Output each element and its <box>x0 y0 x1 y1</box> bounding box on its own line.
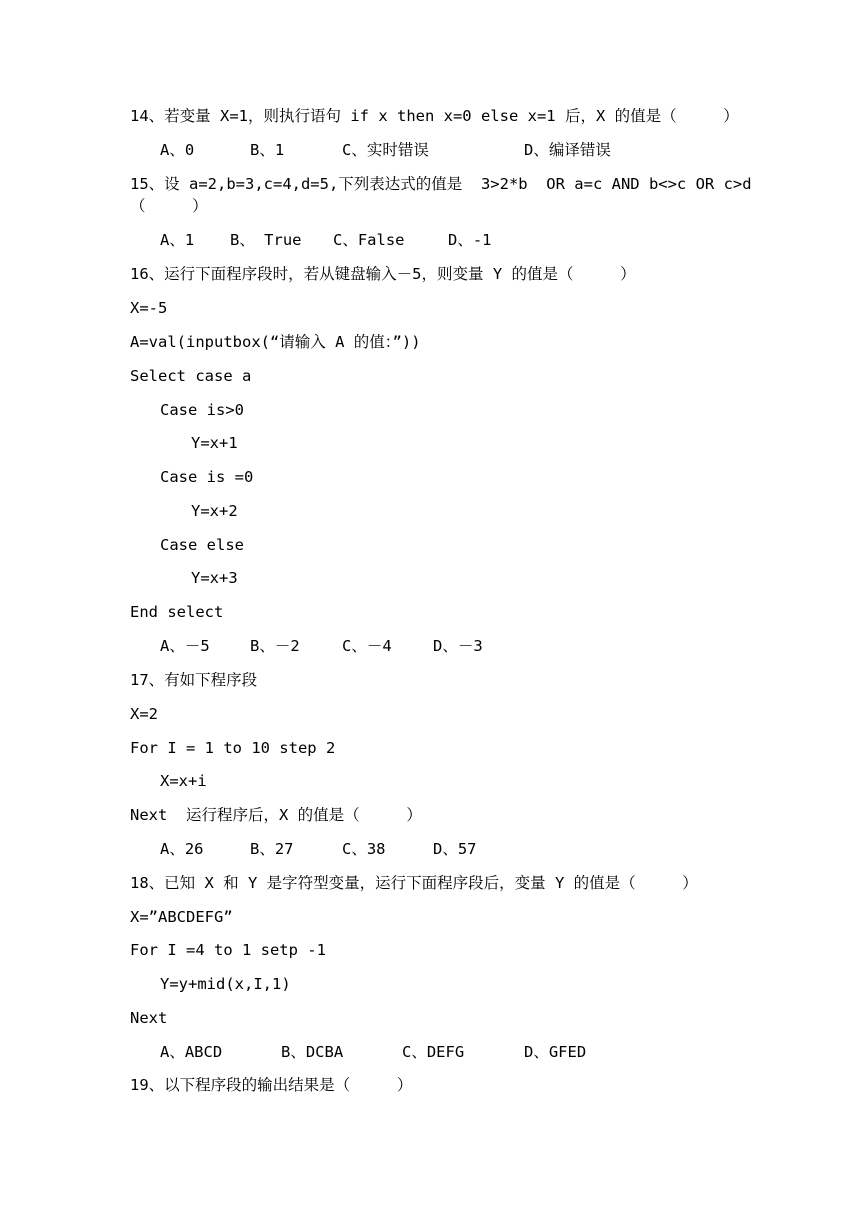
code-line: End select <box>130 603 224 621</box>
q17-option-a: A、26 <box>160 840 204 858</box>
code-line: Y=x+1 <box>191 434 238 452</box>
code-line: Y=y+mid(x,I,1) <box>160 975 291 993</box>
code-line: Case is>0 <box>160 401 244 419</box>
q14-option-c: C、实时错误 <box>342 141 429 159</box>
q15-option-a: A、1 <box>160 231 195 249</box>
q16-option-a: A、－5 <box>160 637 210 655</box>
code-line: X=”ABCDEFG” <box>130 908 233 926</box>
question-14-stem: 14、若变量 X=1，则执行语句 if x then x=0 else x=1 后，X 的值是（ ） <box>130 107 739 125</box>
q18-option-a: A、ABCD <box>160 1043 223 1061</box>
code-line: For I = 1 to 10 step 2 <box>130 739 336 757</box>
q17-option-c: C、38 <box>342 840 386 858</box>
code-line: Y=x+3 <box>191 569 238 587</box>
q14-option-b: B、1 <box>250 141 285 159</box>
code-line: Case is =0 <box>160 468 254 486</box>
code-line: For I =4 to 1 setp -1 <box>130 941 326 959</box>
q16-option-c: C、－4 <box>342 637 392 655</box>
q17-option-d: D、57 <box>433 840 477 858</box>
question-16-stem: 16、运行下面程序段时，若从键盘输入－5，则变量 Y 的值是（ ） <box>130 265 636 283</box>
code-line: Select case a <box>130 367 252 385</box>
code-line: Y=x+2 <box>191 502 238 520</box>
q16-option-d: D、－3 <box>433 637 483 655</box>
q18-option-b: B、DCBA <box>281 1043 344 1061</box>
q14-option-d: D、编译错误 <box>524 141 611 159</box>
q16-option-b: B、－2 <box>250 637 300 655</box>
q14-option-a: A、0 <box>160 141 195 159</box>
code-line: Next <box>130 1009 168 1027</box>
code-line: A=val(inputbox(“请输入 A 的值：”)) <box>130 333 421 351</box>
code-line: X=2 <box>130 705 158 723</box>
q15-option-c: C、False <box>333 231 405 249</box>
q15-option-b: B、 True <box>230 231 302 249</box>
code-line: Next 运行程序后，X 的值是（ ） <box>130 806 422 824</box>
question-18-stem: 18、已知 X 和 Y 是字符型变量，运行下面程序段后，变量 Y 的值是（ ） <box>130 874 698 892</box>
code-line: X=x+i <box>160 772 207 790</box>
q15-option-d: D、-1 <box>448 231 492 249</box>
question-15-stem: 15、设 a=2,b=3,c=4,d=5,下列表达式的值是 3>2*b OR a=c AND b<>c OR c>d <box>130 175 752 193</box>
q18-option-d: D、GFED <box>524 1043 587 1061</box>
code-line: X=-5 <box>130 299 168 317</box>
code-line: Case else <box>160 536 244 554</box>
question-15-stem-continued: （ ） <box>130 197 208 215</box>
q18-option-c: C、DEFG <box>402 1043 465 1061</box>
q17-option-b: B、27 <box>250 840 294 858</box>
question-17-stem: 17、有如下程序段 <box>130 671 258 689</box>
question-19-stem: 19、以下程序段的输出结果是（ ） <box>130 1076 413 1094</box>
